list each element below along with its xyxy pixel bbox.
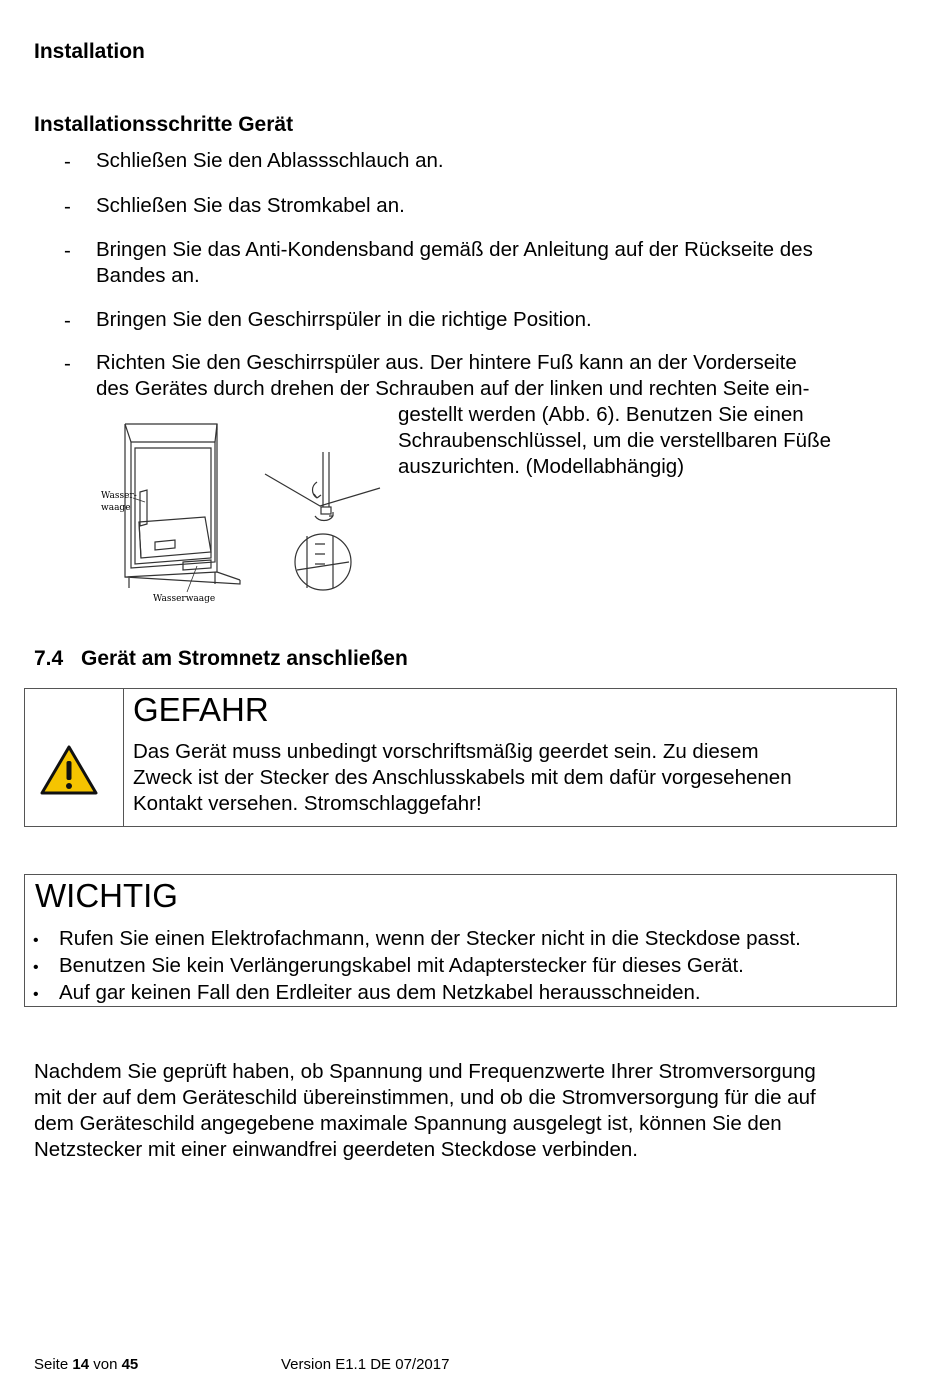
section-number: 7.4	[34, 647, 64, 670]
paragraph-line: Netzstecker mit einer einwandfrei geerdeten Steckdose verbinden.	[34, 1138, 638, 1161]
step-item	[96, 148, 906, 174]
step-line: Schließen Sie den Ablassschlauch an.	[96, 149, 444, 172]
version-label: Version E1.1 DE 07/2017	[281, 1356, 450, 1373]
danger-title: GEFAHR	[133, 691, 269, 728]
page-number	[34, 1356, 138, 1373]
danger-line: Das Gerät muss unbedingt vorschriftsmäßig geerdet sein. Zu diesem	[133, 740, 759, 763]
step-line: auszurichten. (Modellabhängig)	[398, 455, 685, 478]
closing-paragraph	[34, 1059, 914, 1163]
step-dash: -	[64, 150, 71, 173]
foot-adjust-drawing	[265, 452, 380, 590]
figure-label-wasserwaage-bottom: Wasserwaage	[153, 594, 216, 604]
paragraph-line: dem Geräteschild angegebene maximale Spannung ausgelegt ist, können Sie den	[34, 1112, 782, 1135]
important-item: Rufen Sie einen Elektrofachmann, wenn der Stecker nicht in die Steckdose passt.	[59, 927, 801, 950]
step-line: des Gerätes durch drehen der Schrauben auf der linken und rechten Seite ein-	[96, 377, 810, 400]
step-dash: -	[64, 195, 71, 218]
danger-box	[24, 688, 897, 827]
step-line: Bringen Sie das Anti-Kondensband gemäß der Anleitung auf der Rückseite des	[96, 238, 813, 261]
step-item-continued	[398, 402, 898, 480]
warning-triangle-icon	[39, 744, 99, 796]
danger-line: Kontakt versehen. Stromschlaggefahr!	[133, 792, 482, 815]
figure-label-wasserwaage-2: waage	[101, 503, 131, 513]
step-line: gestellt werden (Abb. 6). Benutzen Sie einen	[398, 403, 804, 426]
step-item	[96, 193, 906, 219]
steps-heading: Installationsschritte Gerät	[34, 113, 294, 136]
page-title: Installation	[34, 40, 145, 63]
page-current: 14	[72, 1356, 90, 1373]
step-line: Bringen Sie den Geschirrspüler in die richtige Position.	[96, 308, 592, 331]
section-title: Gerät am Stromnetz anschließen	[81, 647, 408, 670]
leveling-figure	[95, 412, 390, 607]
step-item	[96, 237, 906, 289]
dishwasher-drawing	[125, 424, 240, 588]
bullet-icon: •	[33, 986, 39, 1003]
page-total: 45	[121, 1356, 139, 1373]
step-dash: -	[64, 239, 71, 262]
bullet-icon: •	[33, 959, 39, 976]
important-title: WICHTIG	[35, 877, 178, 914]
important-item: Benutzen Sie kein Verlängerungskabel mit Adapterstecker für dieses Gerät.	[59, 954, 744, 977]
page-of: von	[93, 1356, 118, 1373]
bullet-icon: •	[33, 932, 39, 949]
step-line: Richten Sie den Geschirrspüler aus. Der hintere Fuß kann an der Vorderseite	[96, 351, 797, 374]
step-line: Bandes an.	[96, 264, 200, 287]
step-item	[96, 307, 906, 333]
paragraph-line: mit der auf dem Geräteschild übereinstimmen, und ob die Stromversorgung für die auf	[34, 1086, 816, 1109]
step-dash: -	[64, 309, 71, 332]
section-7-4-heading	[34, 647, 408, 671]
step-dash: -	[64, 352, 71, 375]
danger-text	[133, 739, 893, 817]
danger-line: Zweck ist der Stecker des Anschlusskabels mit dem dafür vorgesehenen	[133, 766, 792, 789]
page-prefix: Seite	[34, 1356, 69, 1373]
important-box	[24, 874, 897, 1007]
figure-label-wasserwaage-1: Wasser-	[101, 491, 137, 501]
important-item: Auf gar keinen Fall den Erdleiter aus dem Netzkabel herausschneiden.	[59, 981, 701, 1004]
paragraph-line: Nachdem Sie geprüft haben, ob Spannung und Frequenzwerte Ihrer Stromversorgung	[34, 1060, 816, 1083]
step-line: Schraubenschlüssel, um die verstellbaren Füße	[398, 429, 831, 452]
step-line: Schließen Sie das Stromkabel an.	[96, 194, 405, 217]
step-item	[96, 350, 906, 402]
danger-box-divider	[123, 689, 124, 826]
